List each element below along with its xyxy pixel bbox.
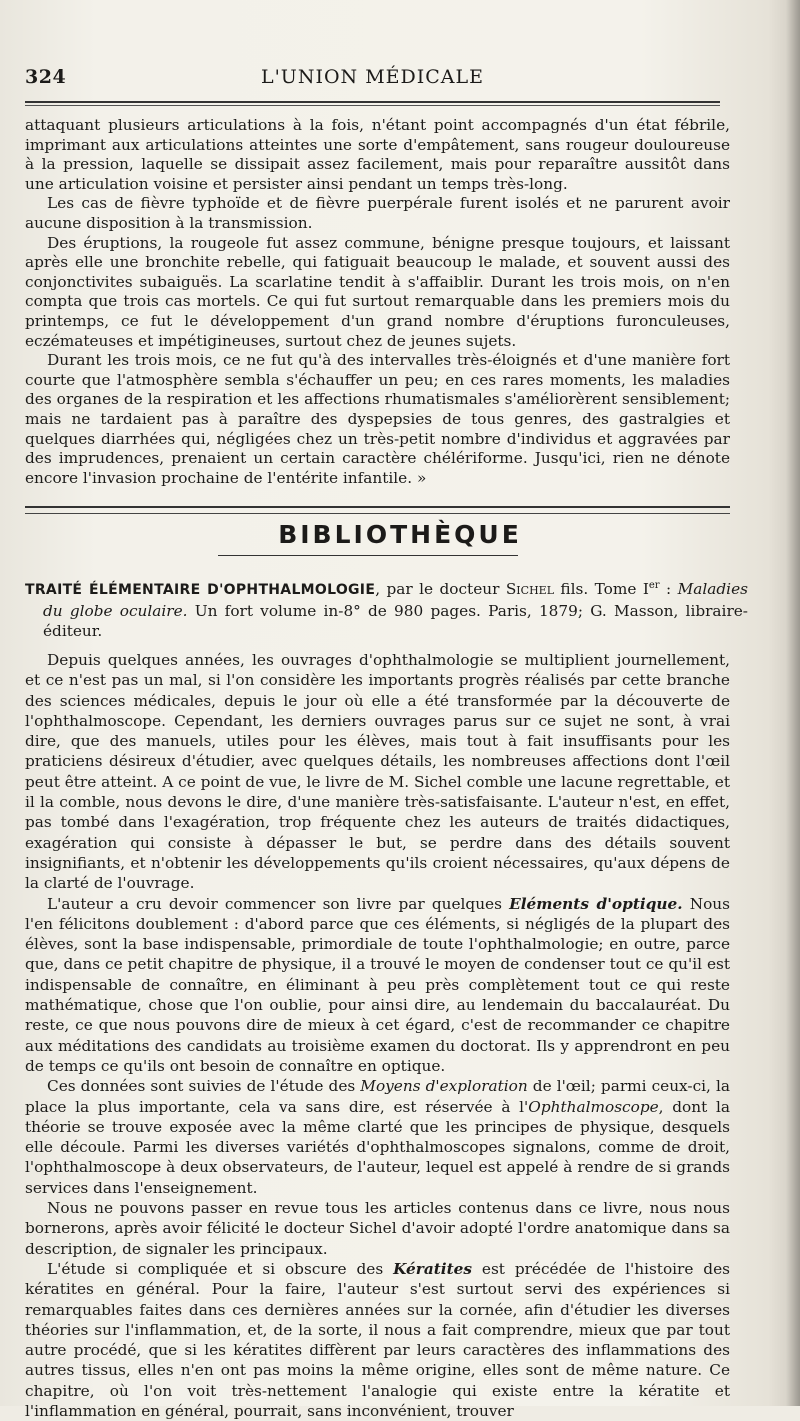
- section-heading: BIBLIOTHÈQUE: [278, 520, 522, 549]
- paragraph: attaquant plusieurs articulations à la fois, n'étant point accompagnés d'un état fébrile, imprimant aux articulations atteintes une sorte d'empâtement, sans rougeur douloureuse à la pression, laquelle se dissipait assez facilement, mais pour reparaître aussitôt dans une articulation voisine et persister ainsi pendant un temps très-long.: [25, 116, 730, 193]
- text-run: Nous l'en félicitons doublement : d'abord parce que ces éléments, si négligés de la plupart des élèves, sont la base indispensable, primordiale de toute l'ophthalmologie; en outre, parce que, dans ce petit chapitre de physique, il a trouvé le moyen de condenser tout ce qu'il est indispensable de connaître, en éliminant à peu près complètement tout ce qui reste mathématique, chose que l'on oublie, pour ainsi dire, au lendemain du baccalauréat. Du reste, ce que nous pouvons dire de mieux à cet égard, c'est de recommander ce chapitre aux méditations des candidats au troisième examen du doctorat. Ils y apprendront en peu de temps ce qu'ils ont besoin de connaître en optique.: [25, 894, 730, 1075]
- book-subtitle: Maladies du globe oculaire.: [43, 580, 748, 620]
- book-colon: :: [659, 580, 678, 599]
- page-number: 324: [25, 66, 67, 88]
- book-title: TRAITÉ ÉLÉMENTAIRE D'OPHTHALMOLOGIE: [25, 582, 376, 599]
- paragraph: Les cas de fièvre typhoïde et de fièvre puerpérale furent isolés et ne parurent avoir aucune disposition à la transmission.: [25, 194, 730, 232]
- book-author: Sichel: [505, 580, 554, 599]
- heading-underline: [218, 555, 518, 556]
- page-header: [25, 66, 720, 96]
- text-run: est précédée de l'histoire des kératites en général. Pour la faire, l'auteur s'est surtout servi des expériences si remarquables faites dans ces dernières années sur la cornée, afin d'étudier les diverses théories sur l'inflammation, et, de la sorte, il nous a fait comprendre, mieux que par tout autre procédé, que si les kératites diffèrent par leurs caractères des inflammations des autres tissus, elles n'en ont pas moins la même origine, elles sont de même nature. Ce chapitre, où l'on voit très-nettement l'analogie qui existe entre la kératite et l'inflammation en général, pourrait, sans inconvénient, trouver: [25, 1259, 730, 1420]
- paragraph: Des éruptions, la rougeole fut assez commune, bénigne presque toujours, et laissant après elle une bronchite rebelle, qui fatiguait beaucoup le malade, et souvent aussi des conjonctivites subaiguës. La scarlatine tendit à s'affaiblir. Durant les trois mois, on n'en compta que trois cas mortels. Ce qui fut surtout remarquable dans les premiers mois du printemps, ce fut le développement d'un grand nombre d'éruptions furonculeuses, eczémateuses et impétigineuses, surtout chez de jeunes sujets.: [25, 233, 730, 350]
- chapter-title: Ophthalmoscope: [528, 1097, 659, 1116]
- book-tome-sup: er: [648, 580, 660, 591]
- paragraph: Nous ne pouvons passer en revue tous les articles contenus dans ce livre, nous nous bornerons, après avoir félicité le docteur Sichel d'avoir adopté l'ordre anatomique dans sa description, de signaler les principaux.: [25, 1199, 730, 1258]
- paragraph: Durant les trois mois, ce ne fut qu'à des intervalles très-éloignés et d'une manière fort courte que l'atmosphère sembla s'échauffer un peu; en ces rares moments, les maladies des organes de la respiration et les affections rhumatismales s'améliorèrent sensiblement; mais ne tardaient pas à paraître des dyspepsies de tous genres, des gastralgies et quelques diarrhées qui, négligées chez un très-petit nombre d'individus et aggravées par des imprudences, prenaient un certain caractère chélériforme. Jusqu'ici, rien ne dénote encore l'invasion prochaine de l'entérite infantile. »: [25, 351, 730, 487]
- book-tome: fils. Tome I: [554, 580, 649, 599]
- paragraph: [25, 894, 730, 1077]
- text-run: L'auteur a cru devoir commencer son livre par quelques: [47, 894, 510, 913]
- text-run: L'étude si compliquée et si obscure des: [47, 1259, 394, 1278]
- text-run: de l'œil; parmi ceux-ci, la place la plus importante, cela va sans dire, est réservée à l': [25, 1077, 730, 1116]
- header-rule: [25, 101, 720, 106]
- paragraph: [25, 1259, 730, 1421]
- book-by: , par le docteur: [375, 580, 506, 599]
- text-run: , dont la théorie se trouve exposée avec la même clarté que les principes de physique, desquels elle découle. Parmi les diverses variétés d'ophthalmoscopes signalons, comme de droit, l'ophthalmoscope à deux observateurs, de l'auteur, lequel est appelé à rendre de si grands services dans l'enseignement.: [25, 1097, 730, 1197]
- book-details: Un fort volume in-8° de 980 pages. Paris, 1879; G. Masson, libraire-éditeur.: [43, 601, 748, 641]
- running-title: L'UNION MÉDICALE: [260, 66, 485, 88]
- paragraph: [25, 1076, 730, 1198]
- book-review: [25, 650, 730, 1421]
- chapter-title: Kératites: [393, 1259, 473, 1278]
- paragraph: Depuis quelques années, les ouvrages d'ophthalmologie se multiplient journellement, et ce n'est pas un mal, si l'on considère les importants progrès réalisés par cette branche des sciences médicales, depuis le jour où elle a été transformée par la découverte de l'ophthalmoscope. Cependant, les derniers ouvrages parus sur ce sujet ne sont, à vrai dire, que des manuels, utiles pour les élèves, mais tout à fait insuffisants pour les praticiens désireux d'étudier, avec quelques détails, les nombreuses affections dont l'œil peut être atteint. A ce point de vue, le livre de M. Sichel comble une lacune regrettable, et il la comble, nous devons le dire, d'une manière très-satisfaisante. L'auteur n'est, en effet, pas tombé dans l'exagération, trop fréquente chez les auteurs de traités didactiques, exagération qui consiste à dépasser le but, se perdre dans des détails souvent insignifiants, et n'obtenir les développements qu'ils croient nécessaires, qu'aux dépens de la clarté de l'ouvrage.: [25, 651, 730, 893]
- page-edge-shadow: [786, 0, 800, 1406]
- text-run: Ces données sont suivies de l'étude des: [47, 1077, 361, 1096]
- book-entry: [25, 576, 748, 642]
- chapter-title: Moyens d'exploration: [360, 1077, 528, 1096]
- article-continuation: [25, 116, 730, 488]
- chapter-title: Eléments d'optique.: [509, 894, 683, 913]
- section-divider: [25, 506, 730, 514]
